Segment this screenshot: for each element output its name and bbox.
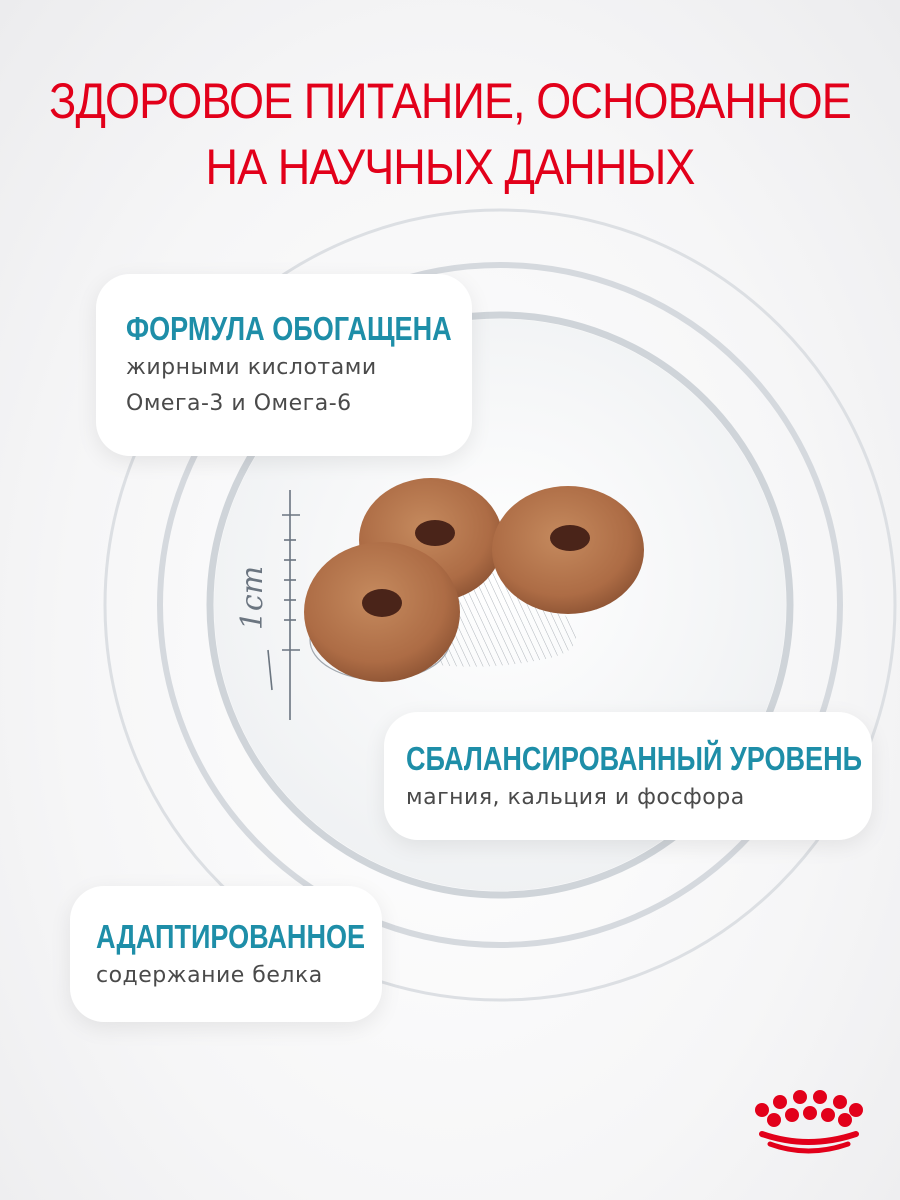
feature-card-omega — [96, 274, 472, 456]
ruler-scale-label: 1cm — [235, 565, 270, 631]
feature-title: АДАПТИРОВАННОЕ — [96, 918, 366, 955]
feature-text-line-1: магния, кальция и фосфора — [406, 785, 745, 810]
feature-title: СБАЛАНСИРОВАННЫЙ УРОВЕНЬ — [406, 740, 863, 777]
feature-text-line-1: жирными кислотами — [126, 355, 377, 380]
feature-card-minerals — [384, 712, 872, 840]
feature-text-line-2: Омега-3 и Омега-6 — [126, 391, 352, 416]
feature-card-protein — [70, 886, 382, 1022]
headline-line-1: ЗДОРОВОЕ ПИТАНИЕ, ОСНОВАННОЕ — [49, 73, 851, 129]
feature-text-line-1: содержание белка — [96, 963, 323, 988]
feature-title: ФОРМУЛА ОБОГАЩЕНА — [126, 310, 452, 347]
headline — [45, 68, 855, 200]
headline-line-2: НА НАУЧНЫХ ДАННЫХ — [205, 139, 695, 195]
royal-canin-crown-logo — [748, 1088, 868, 1158]
